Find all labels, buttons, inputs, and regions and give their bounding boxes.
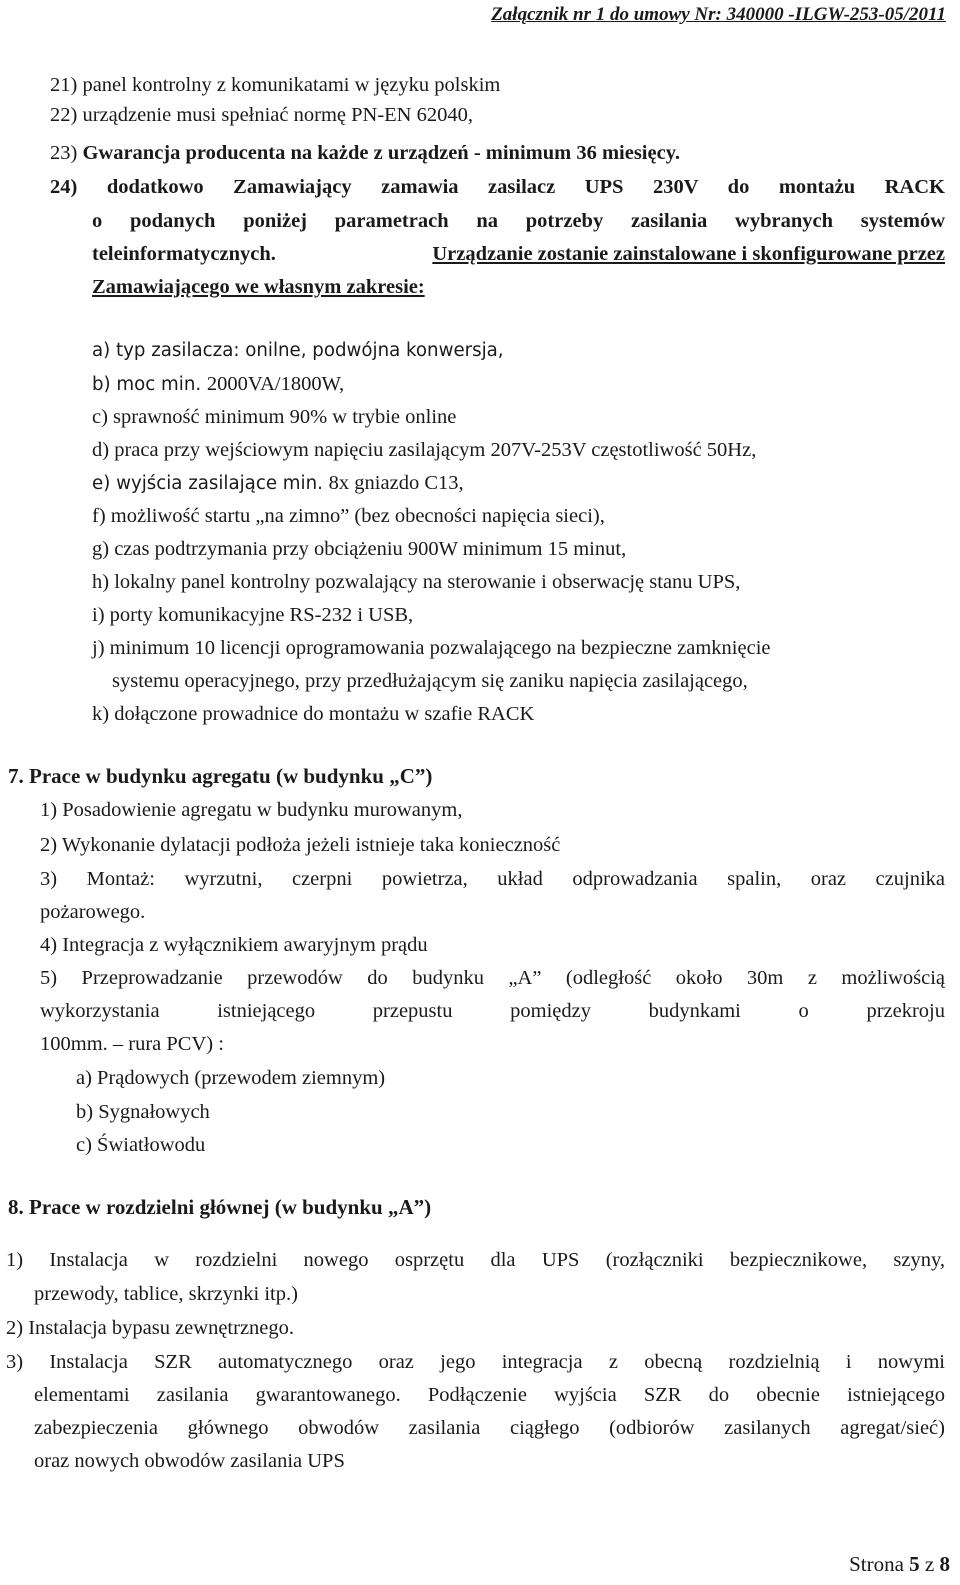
section-7-item-2: 2) Wykonanie dylatacji podłoża jeżeli istnieje taka konieczność — [40, 834, 561, 856]
ups-param-f: f) możliwość startu „na zimno” (bez obecności napięcia sieci), — [92, 505, 605, 527]
list-item-22: 22) urządzenie musi spełniać normę PN-EN 62040, — [50, 104, 473, 126]
section-7-item-3-line-1: 3) Montaż: wyrzutni, czerpni powietrza, układ odprowadzania spalin, oraz czujnika — [40, 868, 945, 890]
page-number-separator: z — [919, 1552, 940, 1576]
section-8-item-3-line-2: elementami zasilania gwarantowanego. Podłączenie wyjścia SZR do obecnie istniejącego — [34, 1384, 945, 1406]
list-item-23-text: Gwarancja producenta na każde z urządzeń - minimum 36 miesięcy. — [82, 142, 680, 164]
section-7-item-5-line-1: 5) Przeprowadzanie przewodów do budynku „A” (odległość około 30m z możliwością — [40, 967, 945, 989]
list-item-24-line-4: Zamawiającego we własnym zakresie: — [92, 276, 425, 298]
section-8-heading: 8. Prace w rozdzielni głównej (w budynku „A”) — [8, 1195, 432, 1219]
ups-param-e-value: 8x gniazdo C13, — [328, 472, 464, 494]
ups-param-g: g) czas podtrzymania przy obciążeniu 900W minimum 15 minut, — [92, 538, 627, 560]
section-7-item-5-line-3: 100mm. – rura PCV) : — [40, 1033, 224, 1055]
page-number — [849, 1552, 950, 1577]
section-7-item-3-line-2: pożarowego. — [40, 901, 146, 923]
ups-param-j-line-2: systemu operacyjnego, przy przedłużającym się zaniku napięcia zasilającego, — [112, 670, 748, 692]
ups-param-j-line-1: j) minimum 10 licencji oprogramowania pozwalającego na bezpieczne zamknięcie — [92, 637, 771, 659]
ups-param-a: a) typ zasilacza: onilne, podwójna konwersja, — [92, 340, 504, 361]
list-item-24-line-2: o podanych poniżej parametrach na potrzeby zasilania wybranych systemów — [92, 210, 945, 232]
page-number-total: 8 — [939, 1552, 950, 1576]
ups-param-k: k) dołączone prowadnice do montażu w szafie RACK — [92, 703, 535, 725]
list-item-21: 21) panel kontrolny z komunikatami w języku polskim — [50, 74, 501, 96]
section-7-subitem-c: c) Światłowodu — [76, 1134, 206, 1156]
list-item-24-line-3 — [92, 243, 945, 266]
section-8-item-1-line-2: przewody, tablice, skrzynki itp.) — [34, 1283, 298, 1305]
list-item-24-part-a: teleinformatycznych. — [92, 243, 276, 265]
ups-param-b-label: b) moc min. — [92, 374, 207, 395]
list-item-24-line-1: 24) dodatkowo Zamawiający zamawia zasilacz UPS 230V do montażu RACK — [50, 176, 945, 198]
ups-param-h: h) lokalny panel kontrolny pozwalający na sterowanie i obserwację stanu UPS, — [92, 571, 741, 593]
section-7-item-4: 4) Integracja z wyłącznikiem awaryjnym prądu — [40, 934, 428, 956]
ups-param-d: d) praca przy wejściowym napięciu zasilającym 207V-253V częstotliwość 50Hz, — [92, 439, 757, 461]
document-header: Załącznik nr 1 do umowy Nr: 340000 -ILGW-253-05/2011 — [491, 4, 946, 25]
ups-param-b-value: 2000VA/1800W, — [206, 373, 345, 395]
section-7-subitem-a: a) Prądowych (przewodem ziemnym) — [76, 1067, 386, 1089]
section-8-item-3-line-1: 3) Instalacja SZR automatycznego oraz jego integracja z obecną rozdzielnią i nowymi — [6, 1351, 945, 1373]
section-8-item-3-line-3: zabezpieczenia głównego obwodów zasilania ciągłego (odbiorów zasilanych agregat/sieć) — [34, 1417, 945, 1439]
page-number-prefix: Strona — [849, 1552, 910, 1576]
section-8-item-2: 2) Instalacja bypasu zewnętrznego. — [6, 1317, 295, 1339]
section-8-item-1-line-1: 1) Instalacja w rozdzielni nowego osprzętu dla UPS (rozłączniki bezpiecznikowe, szyny, — [6, 1249, 945, 1271]
section-7-item-5-line-2: wykorzystania istniejącego przepustu pomiędzy budynkami o przekroju — [40, 1000, 945, 1022]
section-7-subitem-b: b) Sygnałowych — [76, 1101, 210, 1123]
ups-param-e — [92, 472, 464, 495]
list-item-23-number: 23) — [50, 142, 83, 164]
ups-param-c: c) sprawność minimum 90% w trybie online — [92, 406, 457, 428]
section-8-item-3-line-4: oraz nowych obwodów zasilania UPS — [34, 1450, 345, 1472]
ups-param-e-label: e) wyjścia zasilające min. — [92, 473, 329, 494]
section-7-heading: 7. Prace w budynku agregatu (w budynku „C”) — [8, 764, 433, 788]
page-number-current: 5 — [909, 1552, 920, 1576]
list-item-24-part-b: Urządzanie zostanie zainstalowane i skonfigurowane przez — [432, 243, 945, 265]
ups-param-i: i) porty komunikacyjne RS-232 i USB, — [92, 604, 414, 626]
section-7-item-1: 1) Posadowienie agregatu w budynku murowanym, — [40, 799, 463, 821]
ups-param-b — [92, 373, 344, 396]
list-item-23 — [50, 142, 680, 165]
